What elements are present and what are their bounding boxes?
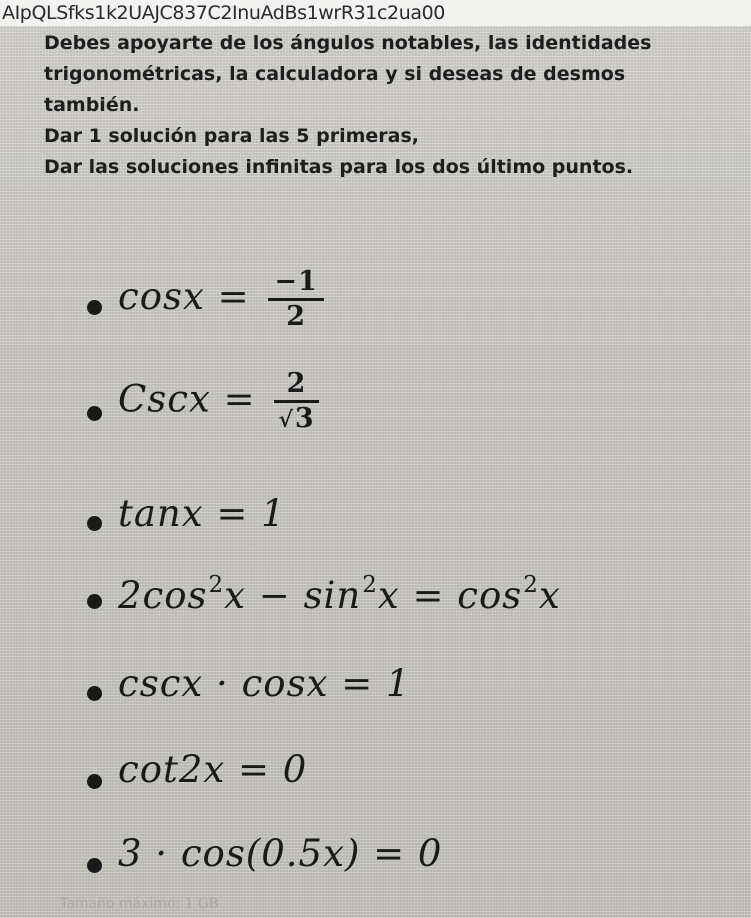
- eq1-equals: =: [217, 275, 250, 318]
- instruction-line-4: Dar 1 solución para las 5 primeras,: [44, 125, 419, 147]
- equation-1: [118, 266, 324, 333]
- equation-7: 3 · cos(0.5x) = 0: [118, 832, 443, 875]
- sqrt-icon: √: [278, 407, 294, 433]
- bullet-icon: [87, 774, 102, 789]
- eq2-lhs: Cscx: [118, 377, 211, 421]
- equation-item-7: [0, 826, 751, 896]
- equation-item-6: [0, 742, 751, 812]
- eq1-numerator: −1: [268, 266, 323, 301]
- eq4-term-1: 2cos: [118, 574, 208, 617]
- equation-item-3: [0, 480, 751, 550]
- equation-item-5: [0, 656, 751, 726]
- eq2-denominator: [274, 403, 318, 436]
- eq1-lhs: cosx: [118, 275, 205, 318]
- instruction-line-3: también.: [44, 94, 140, 116]
- url-text: AIpQLSfks1k2UAJC837C2InuAdBs1wrR31c2ua00: [2, 2, 445, 24]
- bullet-icon: [87, 300, 102, 315]
- bullet-icon: [87, 406, 102, 421]
- bullet-icon: [87, 686, 102, 701]
- equation-item-1: [0, 262, 751, 352]
- eq1-denominator: 2: [286, 301, 307, 332]
- equation-5: cscx · cosx = 1: [118, 662, 411, 705]
- equation-item-4: [0, 566, 751, 636]
- eq4-exponent-2: 2: [362, 572, 378, 598]
- bullet-icon: [87, 594, 102, 609]
- instructions-block: [44, 28, 734, 183]
- eq4-exponent-1: 2: [208, 572, 225, 598]
- equation-item-2: [0, 362, 751, 452]
- eq2-fraction: [274, 368, 318, 436]
- eq4-term-3: x = cos: [377, 574, 523, 617]
- equation-4: [118, 574, 561, 617]
- eq2-equals: =: [223, 377, 256, 421]
- bullet-icon: [87, 516, 102, 531]
- instruction-line-2: trigonométricas, la calculadora y si deseas de desmos: [44, 63, 626, 85]
- eq2-numerator: 2: [274, 368, 318, 403]
- eq1-fraction: [268, 266, 323, 333]
- instruction-line-5: Dar las soluciones infinitas para los dos último puntos.: [44, 156, 634, 178]
- bullet-icon: [87, 858, 102, 873]
- equation-3: tanx = 1: [118, 492, 286, 535]
- eq4-exponent-3: 2: [523, 572, 539, 598]
- equation-2: [118, 368, 319, 436]
- equation-6: cot2x = 0: [118, 748, 308, 791]
- eq4-term-4: x: [538, 574, 561, 617]
- eq4-term-2: x − sin: [224, 574, 362, 617]
- footer-text: Tamaño máximo: 1 GB: [60, 896, 219, 912]
- eq2-radicand: 3: [294, 403, 315, 434]
- url-bar: [0, 0, 751, 26]
- instruction-line-1: Debes apoyarte de los ángulos notables, las identidades: [44, 32, 652, 54]
